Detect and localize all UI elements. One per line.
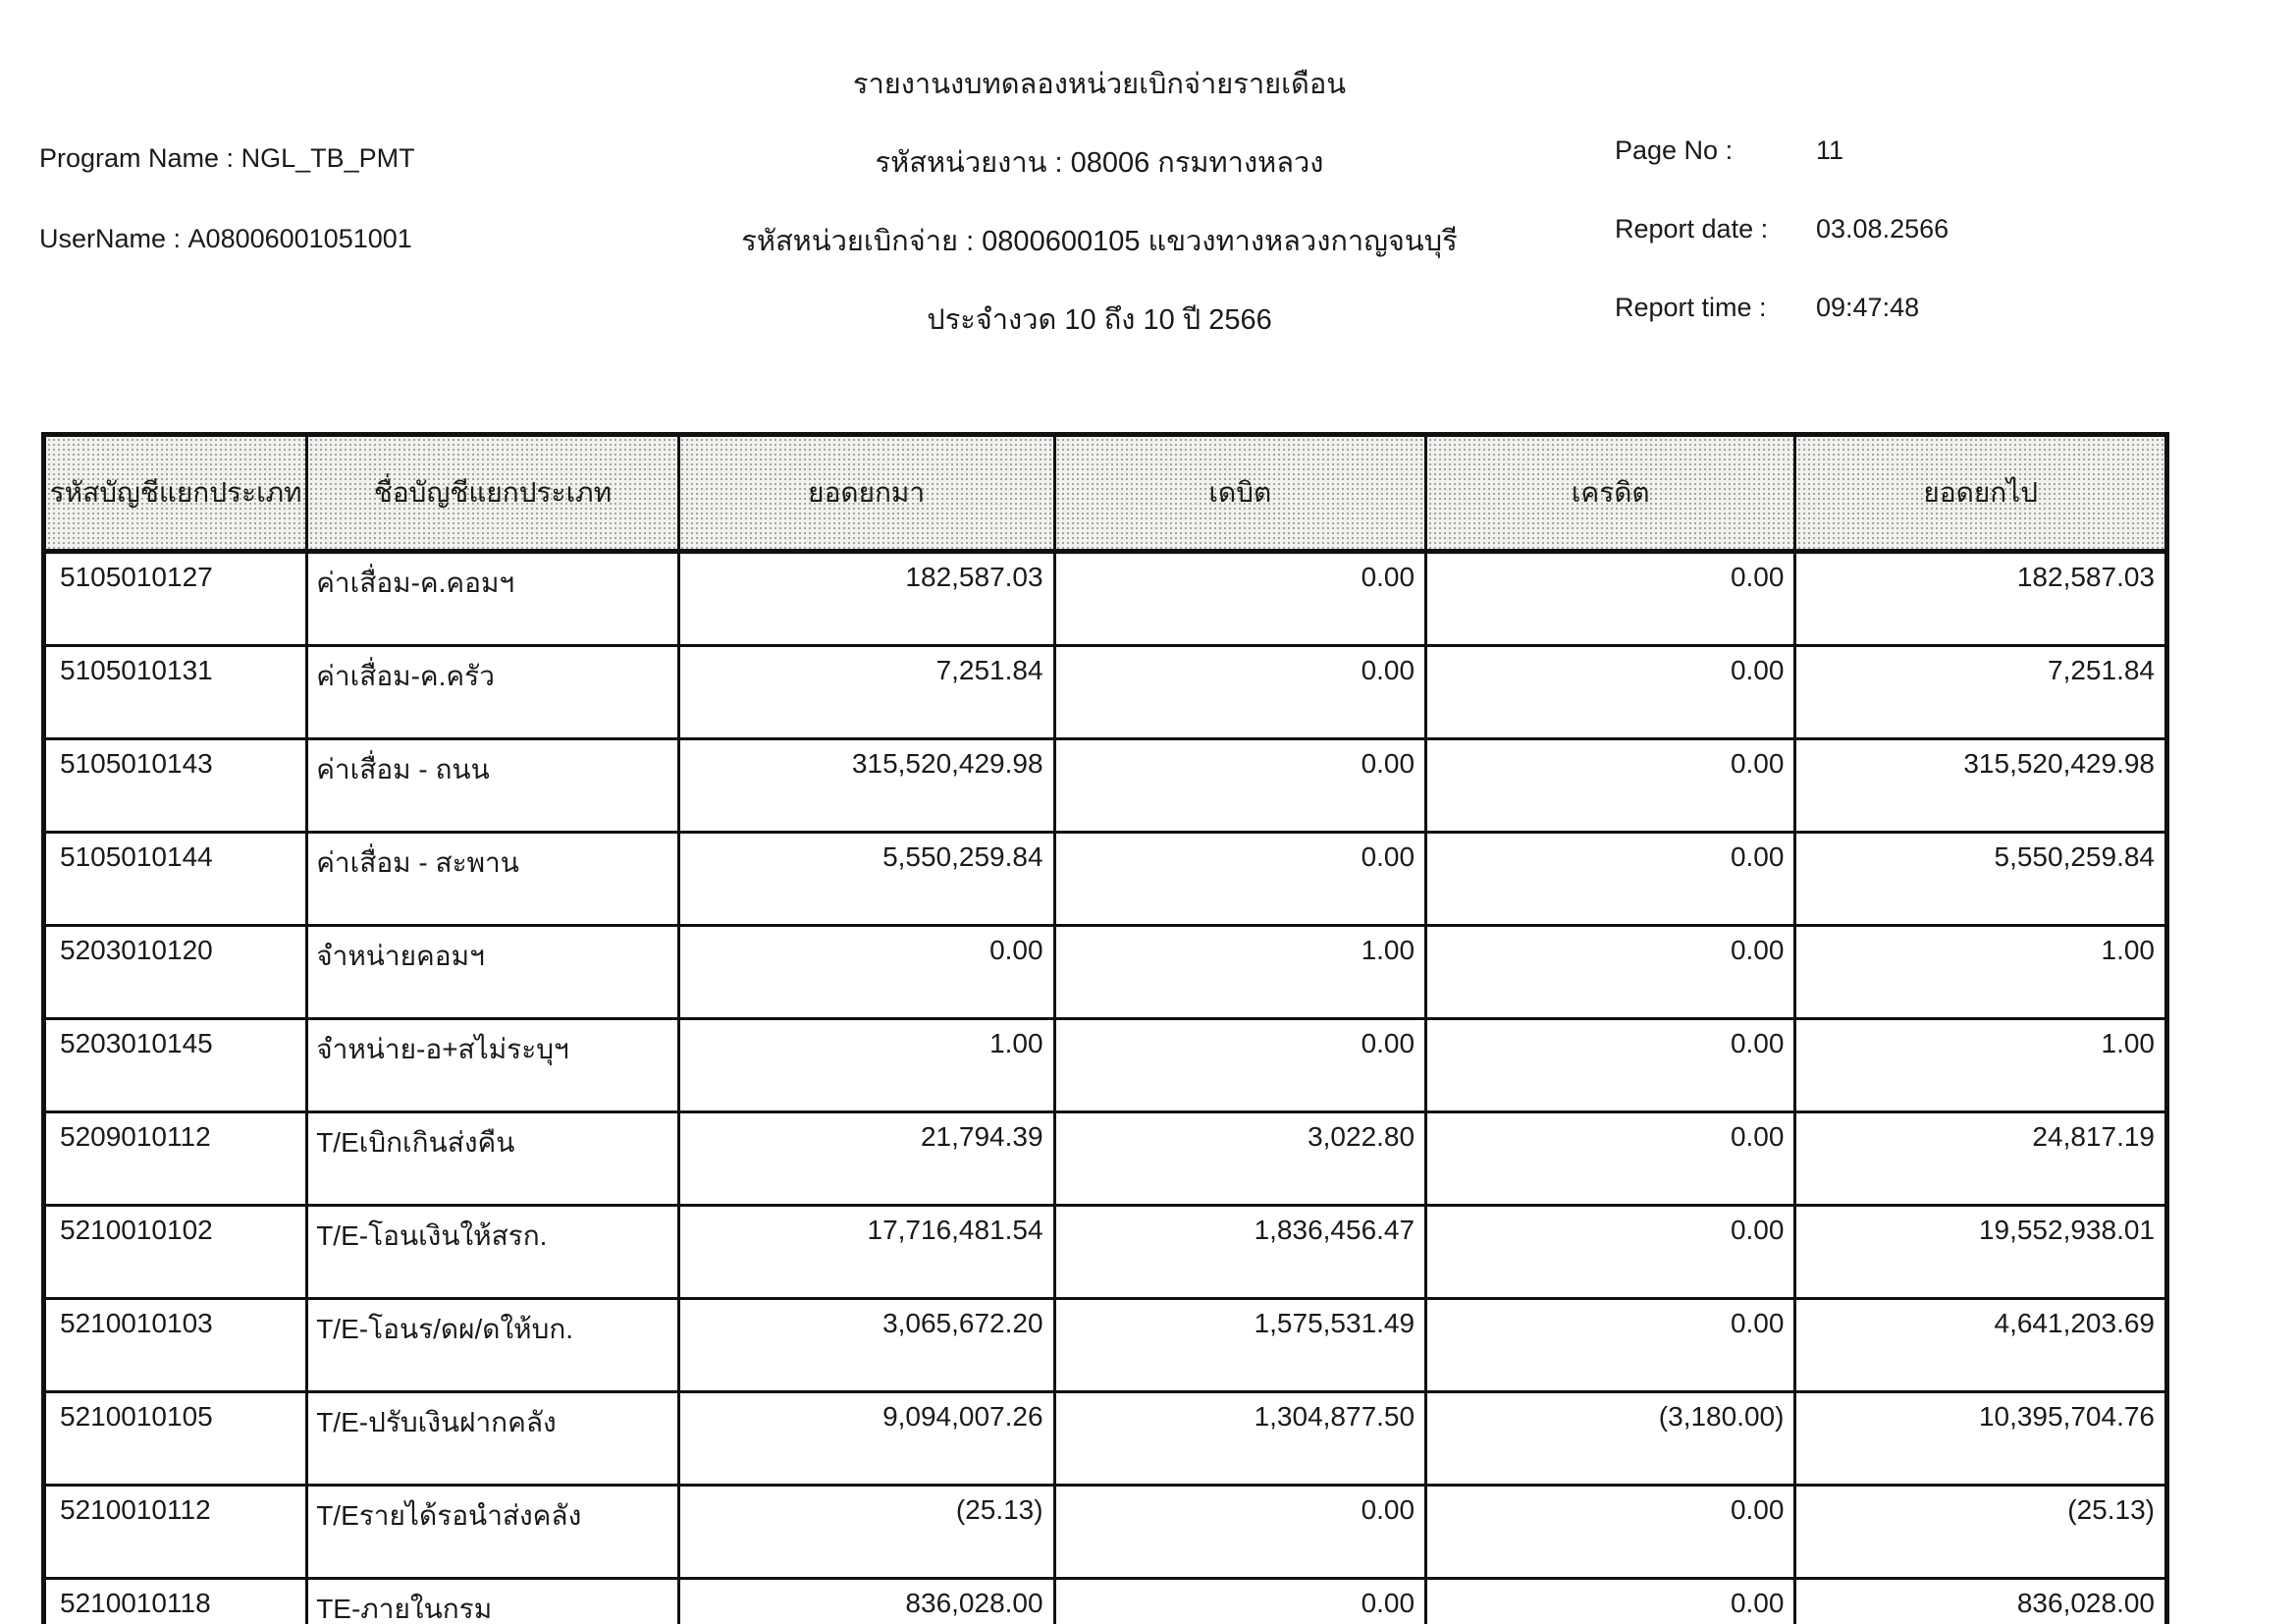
- account-name-cell: T/Eรายได้รอนำส่งคลัง: [307, 1486, 679, 1579]
- balance-carried-cell: 24,817.19: [1795, 1112, 2167, 1206]
- report-title: รายงานงบทดลองหน่วยเบิกจ่ายรายเดือน: [852, 69, 1347, 100]
- program-name-value: NGL_TB_PMT: [240, 143, 415, 173]
- account-name-cell: ค่าเสื่อม - ถนน: [307, 739, 679, 833]
- table-row: [44, 646, 2167, 739]
- account-code-cell: 5210010112: [44, 1486, 307, 1579]
- account-code-cell: 5105010127: [44, 552, 307, 646]
- account-name-cell: T/E-ปรับเงินฝากคลัง: [307, 1392, 679, 1486]
- balance-forward-cell: 3,065,672.20: [678, 1299, 1054, 1392]
- col-header-debit: เดบิต: [1054, 435, 1426, 552]
- table-row: [44, 1112, 2167, 1206]
- account-code-cell: 5203010120: [44, 926, 307, 1019]
- report-date-label: Report date :: [1615, 214, 1769, 244]
- credit-cell: 0.00: [1426, 833, 1795, 926]
- credit-cell: 0.00: [1426, 1299, 1795, 1392]
- col-header-credit: เครดิต: [1426, 435, 1795, 552]
- account-name-cell: ค่าเสื่อม-ค.ครัว: [307, 646, 679, 739]
- balance-forward-cell: 5,550,259.84: [678, 833, 1054, 926]
- debit-cell: 0.00: [1054, 1019, 1426, 1112]
- col-header-balance-forward: ยอดยกมา: [678, 435, 1054, 552]
- report-time-value: 09:47:48: [1816, 293, 1920, 322]
- col-header-account-code: รหัสบัญชีแยกประเภท: [44, 435, 307, 552]
- balance-forward-cell: 0.00: [678, 926, 1054, 1019]
- disbursement-unit-line: รหัสหน่วยเบิกจ่าย : 0800600105 แขวงทางหลวงกาญจนบุรี: [741, 226, 1458, 257]
- page-no-value: 11: [1816, 135, 1844, 165]
- account-code-cell: 5105010144: [44, 833, 307, 926]
- balance-carried-cell: 1.00: [1795, 926, 2167, 1019]
- col-header-account-name: ชื่อบัญชีแยกประเภท: [307, 435, 679, 552]
- balance-carried-cell: 19,552,938.01: [1795, 1206, 2167, 1299]
- account-name-cell: จำหน่ายคอมฯ: [307, 926, 679, 1019]
- table-row: [44, 1299, 2167, 1392]
- account-name-cell: TE-ภายในกรม: [307, 1579, 679, 1624]
- debit-cell: 0.00: [1054, 646, 1426, 739]
- table-row: [44, 926, 2167, 1019]
- credit-cell: 0.00: [1426, 1486, 1795, 1579]
- balance-forward-cell: 17,716,481.54: [678, 1206, 1054, 1299]
- account-code-cell: 5105010143: [44, 739, 307, 833]
- agency-code-line: รหัสหน่วยงาน : 08006 กรมทางหลวง: [875, 147, 1324, 179]
- table-row: [44, 833, 2167, 926]
- table-row: [44, 552, 2167, 646]
- credit-cell: 0.00: [1426, 1206, 1795, 1299]
- table-row: [44, 1579, 2167, 1624]
- program-name-line: [39, 143, 415, 174]
- account-code-cell: 5105010131: [44, 646, 307, 739]
- account-name-cell: ค่าเสื่อม - สะพาน: [307, 833, 679, 926]
- table-row: [44, 1206, 2167, 1299]
- balance-carried-cell: 836,028.00: [1795, 1579, 2167, 1624]
- report-time-label: Report time :: [1615, 293, 1767, 322]
- account-name-cell: T/E-โอนร/ดผ/ดให้บก.: [307, 1299, 679, 1392]
- account-name-cell: ค่าเสื่อม-ค.คอมฯ: [307, 552, 679, 646]
- program-name-label: Program Name :: [39, 143, 235, 173]
- col-header-balance-carried: ยอดยกไป: [1795, 435, 2167, 552]
- username-line: [39, 224, 412, 254]
- balance-carried-cell: 10,395,704.76: [1795, 1392, 2167, 1486]
- account-name-cell: จำหน่าย-อ+สไม่ระบุฯ: [307, 1019, 679, 1112]
- report-date-value: 03.08.2566: [1816, 214, 1949, 244]
- balance-forward-cell: 836,028.00: [678, 1579, 1054, 1624]
- table-row: [44, 1019, 2167, 1112]
- credit-cell: 0.00: [1426, 552, 1795, 646]
- debit-cell: 0.00: [1054, 833, 1426, 926]
- balance-carried-cell: 7,251.84: [1795, 646, 2167, 739]
- account-code-cell: 5210010102: [44, 1206, 307, 1299]
- debit-cell: 3,022.80: [1054, 1112, 1426, 1206]
- credit-cell: (3,180.00): [1426, 1392, 1795, 1486]
- account-code-cell: 5210010103: [44, 1299, 307, 1392]
- balance-carried-cell: 315,520,429.98: [1795, 739, 2167, 833]
- debit-cell: 1,836,456.47: [1054, 1206, 1426, 1299]
- username-label: UserName :: [39, 224, 182, 253]
- balance-forward-cell: 21,794.39: [678, 1112, 1054, 1206]
- balance-forward-cell: 182,587.03: [678, 552, 1054, 646]
- table-header-row: [44, 435, 2167, 552]
- credit-cell: 0.00: [1426, 739, 1795, 833]
- debit-cell: 1,304,877.50: [1054, 1392, 1426, 1486]
- credit-cell: 0.00: [1426, 646, 1795, 739]
- table-row: [44, 1392, 2167, 1486]
- credit-cell: 0.00: [1426, 1579, 1795, 1624]
- table-row: [44, 1486, 2167, 1579]
- balance-forward-cell: 9,094,007.26: [678, 1392, 1054, 1486]
- account-name-cell: T/Eเบิกเกินส่งคืน: [307, 1112, 679, 1206]
- account-code-cell: 5203010145: [44, 1019, 307, 1112]
- debit-cell: 1,575,531.49: [1054, 1299, 1426, 1392]
- balance-carried-cell: 5,550,259.84: [1795, 833, 2167, 926]
- account-name-cell: T/E-โอนเงินให้สรก.: [307, 1206, 679, 1299]
- debit-cell: 1.00: [1054, 926, 1426, 1019]
- balance-carried-cell: 182,587.03: [1795, 552, 2167, 646]
- table-row: [44, 739, 2167, 833]
- balance-forward-cell: (25.13): [678, 1486, 1054, 1579]
- credit-cell: 0.00: [1426, 1112, 1795, 1206]
- debit-cell: 0.00: [1054, 739, 1426, 833]
- credit-cell: 0.00: [1426, 926, 1795, 1019]
- balance-forward-cell: 7,251.84: [678, 646, 1054, 739]
- trial-balance-table: [41, 432, 2169, 1624]
- balance-forward-cell: 1.00: [678, 1019, 1054, 1112]
- balance-carried-cell: (25.13): [1795, 1486, 2167, 1579]
- account-code-cell: 5210010105: [44, 1392, 307, 1486]
- credit-cell: 0.00: [1426, 1019, 1795, 1112]
- username-value: A08006001051001: [187, 224, 412, 253]
- account-code-cell: 5210010118: [44, 1579, 307, 1624]
- balance-carried-cell: 4,641,203.69: [1795, 1299, 2167, 1392]
- debit-cell: 0.00: [1054, 1486, 1426, 1579]
- account-code-cell: 5209010112: [44, 1112, 307, 1206]
- debit-cell: 0.00: [1054, 552, 1426, 646]
- page-no-label: Page No :: [1615, 135, 1734, 165]
- balance-carried-cell: 1.00: [1795, 1019, 2167, 1112]
- debit-cell: 0.00: [1054, 1579, 1426, 1624]
- period-line: ประจำงวด 10 ถึง 10 ปี 2566: [927, 304, 1272, 336]
- balance-forward-cell: 315,520,429.98: [678, 739, 1054, 833]
